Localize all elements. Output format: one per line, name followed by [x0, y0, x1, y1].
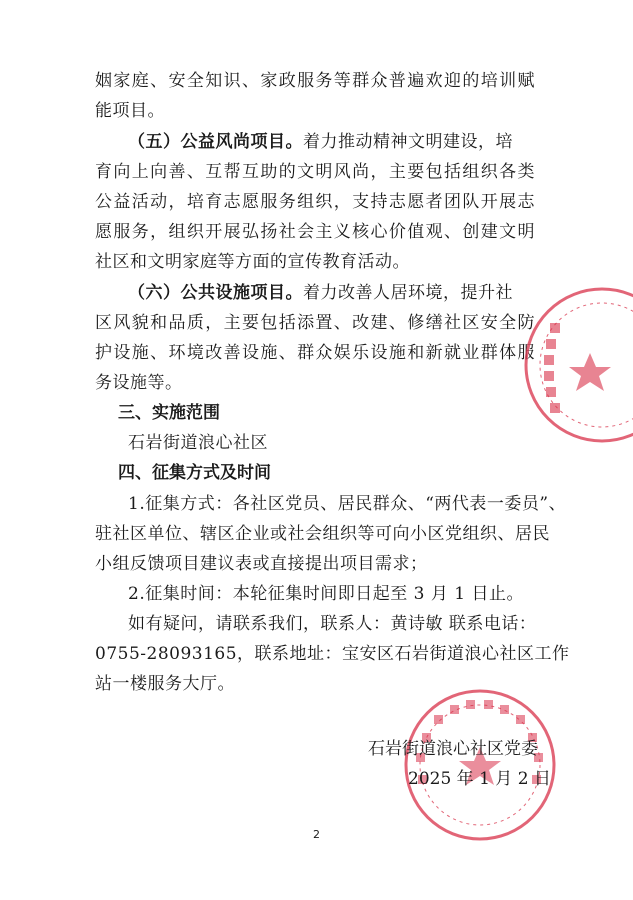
official-seal	[400, 685, 560, 845]
paragraph-line: 愿服务，组织开展弘扬社会主义核心价值观、创建文明	[95, 222, 535, 242]
section-6-first-line	[128, 282, 535, 304]
page-number: 2	[313, 828, 320, 841]
paragraph-line: 姻家庭、安全知识、家政服务等群众普遍欢迎的培训赋	[95, 71, 535, 91]
signature: 石岩街道浪心社区党委	[368, 739, 538, 759]
paragraph-line: 区风貌和品质，主要包括添置、改建、修缮社区安全防	[95, 313, 535, 333]
paragraph-line: 护设施、环境改善设施、群众娱乐设施和新就业群体服	[95, 343, 535, 363]
contact-line: 站一楼服务大厅。	[95, 674, 235, 694]
paragraph-line: 育向上向善、互帮互助的文明风尚，主要包括组织各类	[95, 162, 535, 182]
paragraph-line: 公益活动，培育志愿服务组织，支持志愿者团队开展志	[95, 192, 535, 212]
official-seal-partial	[520, 283, 633, 448]
paragraph-line: 务设施等。	[95, 373, 183, 393]
paragraph-line: 能项目。	[95, 101, 165, 121]
contact-line: 如有疑问，请联系我们，联系人：黄诗敏 联系电话：	[128, 614, 537, 634]
section-heading-4: 四、征集方式及时间	[118, 463, 271, 483]
date: 2025 年 1 月 2 日	[408, 769, 551, 789]
item-2-line: 2.征集时间：本轮征集时间即日起至 3 月 1 日止。	[128, 584, 524, 604]
contact-line: 0755-28093165，联系地址：宝安区石岩街道浪心社区工作	[95, 644, 570, 664]
section-5-label: （五）公益风尚项目。	[128, 132, 303, 152]
section-6-label: （六）公共设施项目。	[128, 283, 303, 303]
section-heading-3: 三、实施范围	[118, 403, 220, 423]
section-5-first-line	[128, 131, 535, 153]
scope-text: 石岩街道浪心社区	[128, 433, 268, 453]
item-1-line: 驻社区单位、辖区企业或社会组织等可向小区党组织、居民	[95, 524, 550, 544]
item-1-line: 小组反馈项目建议表或直接提出项目需求；	[95, 554, 428, 574]
section-6-text: 着力改善人居环境，提升社	[303, 283, 513, 303]
section-5-text: 着力推动精神文明建设，培	[303, 132, 513, 152]
paragraph-line: 社区和文明家庭等方面的宣传教育活动。	[95, 252, 410, 272]
item-1-line: 1.征集方式：各社区党员、居民群众、“两代表一委员”、	[128, 494, 567, 514]
